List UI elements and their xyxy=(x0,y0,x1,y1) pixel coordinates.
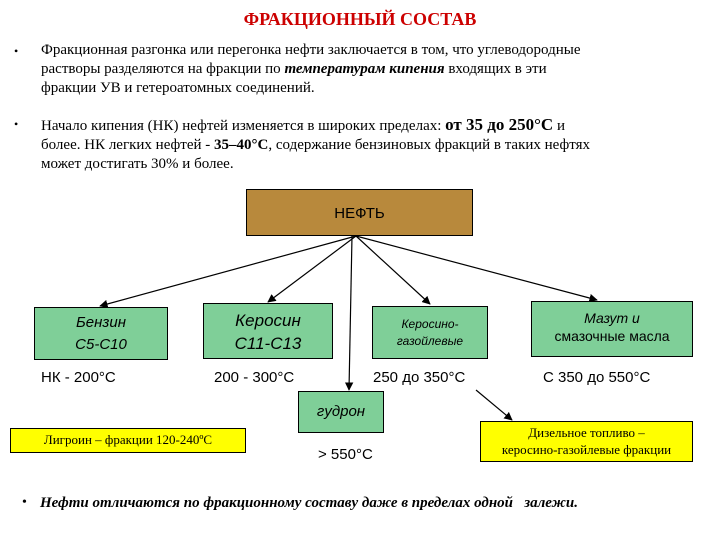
diesel-line-2: керосино-газойлевые фракции xyxy=(501,442,672,457)
fraction-box-gazoil xyxy=(372,306,488,359)
mazut-line-2: смазочные масла xyxy=(554,328,670,344)
arrow-to-gudron xyxy=(349,236,352,390)
diesel-line-1: Дизельное топливо – xyxy=(528,425,645,440)
ligroin-text: Лигроин – фракции 120-240ºС xyxy=(43,432,213,447)
bullet-1-line-2-post: входящих в эти xyxy=(444,61,547,77)
bullet-3-marker: • xyxy=(22,495,27,510)
bullet-2-range: от 35 до 250°С xyxy=(445,115,554,134)
slide-title: ФРАКЦИОННЫЙ СОСТАВ xyxy=(243,9,477,29)
mazut-line-1: Мазут и xyxy=(584,310,640,326)
arrow-to-diesel xyxy=(476,390,512,420)
gudron-name: гудрон xyxy=(316,403,366,420)
bullet-2-line-1-post: и xyxy=(553,118,565,134)
bullet-2-line-2-post: , содержание бензиновых фракций в таких нефтях xyxy=(268,137,591,153)
bullet-2-bold-temp: 35–40°С xyxy=(214,137,269,153)
note-box-ligroin xyxy=(10,428,246,453)
kerosin-formula: С11-С13 xyxy=(234,334,302,353)
bullet-1-line-2-pre: растворы разделяются на фракции по xyxy=(41,61,285,77)
fraction-box-mazut xyxy=(531,301,693,357)
root-label: НЕФТЬ xyxy=(334,205,385,222)
kerosin-name: Керосин xyxy=(235,311,301,330)
gazoil-line-2: газойлевые xyxy=(396,334,464,348)
bullet-1-line-3: фракции УВ и гетероатомных соединений. xyxy=(41,80,315,96)
fraction-box-kerosin xyxy=(203,303,333,359)
gazoil-temp: 250 до 350°С xyxy=(373,369,466,386)
mazut-temp: С 350 до 550°С xyxy=(543,369,651,386)
benzin-temp: НК - 200°С xyxy=(41,369,116,386)
kerosin-temp: 200 - 300°С xyxy=(214,369,295,386)
arrow-to-mazut xyxy=(356,236,597,300)
bullet-2-marker: • xyxy=(14,117,19,131)
bullet-2-line-1-pre: Начало кипения (НК) нефтей изменяется в широких пределах: xyxy=(41,118,446,134)
benzin-name: Бензин xyxy=(76,314,126,331)
bullet-2-line-3: может достигать 30% и более. xyxy=(41,156,234,172)
bullet-1-line-1: Фракционная разгонка или перегонка нефти заключается в том, что углеводородные xyxy=(41,42,581,58)
arrow-to-benzin xyxy=(100,236,356,306)
fraction-box-gudron xyxy=(298,391,384,433)
bullet-1-emphasis: температурам кипения xyxy=(284,61,445,77)
benzin-formula: С5-С10 xyxy=(75,336,127,353)
fraction-box-benzin xyxy=(34,307,168,360)
bullet-1-marker: • xyxy=(14,44,19,58)
gazoil-line-1: Керосино- xyxy=(401,317,459,331)
arrow-to-kerosin xyxy=(268,236,356,302)
bullet-3-text: Нефти отличаются по фракционному составу даже в пределах одной залежи. xyxy=(40,495,578,511)
root-box-neft xyxy=(246,189,473,236)
bullet-2-line-2-pre: более. НК легких нефтей - xyxy=(41,137,215,153)
gudron-temp: > 550°С xyxy=(318,446,373,463)
note-box-diesel xyxy=(480,421,693,462)
